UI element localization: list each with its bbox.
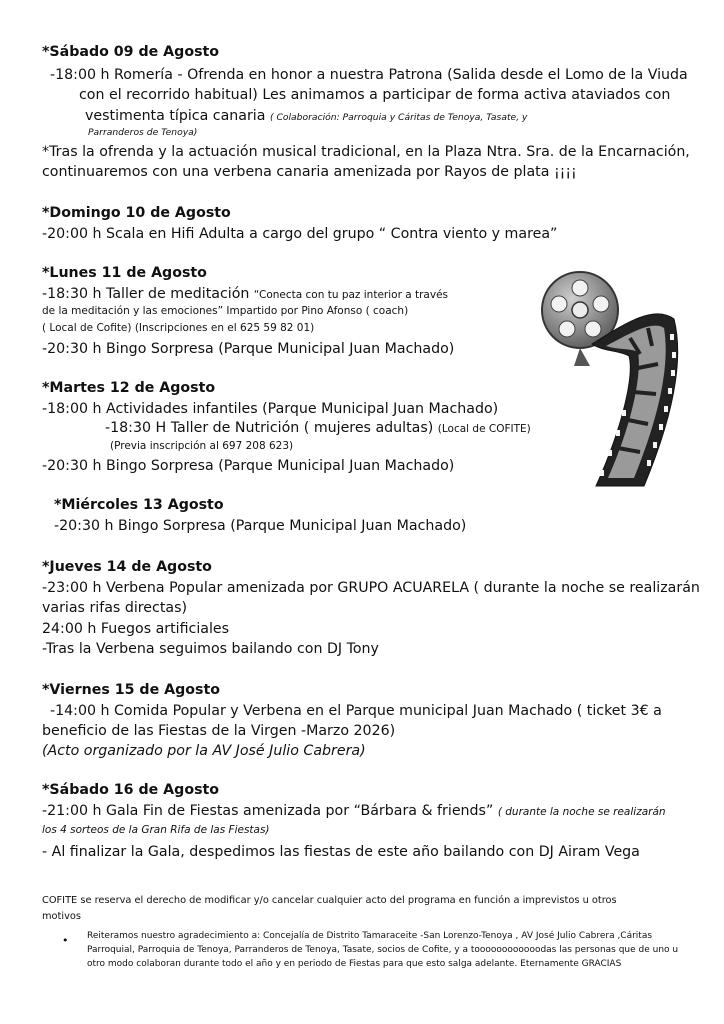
thanks-line: Reiteramos nuestro agradecimiento a: Concejalía de Distrito Tamaraceite -San Lorenzo-Tenoya , AV José Julio Cabrera ,Cáritas bbox=[87, 931, 653, 941]
day-title-sabado-16: *Sábado 16 de Agosto bbox=[42, 782, 220, 798]
event-detail: de la meditación y las emociones” Impartido por Pino Afonso ( coach) bbox=[42, 305, 409, 317]
event-detail: los 4 sorteos de la Gran Rifa de las Fiestas) bbox=[42, 824, 270, 836]
event-line: -Tras la Verbena seguimos bailando con DJ Tony bbox=[42, 641, 379, 657]
event-detail: ( Local de Cofite) (Inscripciones en el 625 59 82 01) bbox=[42, 322, 315, 334]
event-line: -18:00 h Romería - Ofrenda en honor a nuestra Patrona (Salida desde el Lomo de la Viuda bbox=[50, 67, 688, 83]
event-line: -20:30 h Bingo Sorpresa (Parque Municipal Juan Machado) bbox=[54, 518, 467, 534]
day-title-martes-12: *Martes 12 de Agosto bbox=[42, 380, 216, 396]
event-line: 24:00 h Fuegos artificiales bbox=[42, 621, 230, 637]
event-line: con el recorrido habitual) Les animamos a participar de forma activa ataviados con bbox=[79, 87, 671, 103]
event-line: continuaremos con una verbena canaria amenizada por Rayos de plata ¡¡¡¡ bbox=[42, 164, 577, 180]
thanks-line: Parroquial, Parroquia de Tenoya, Parranderos de Tenoya, Tasate, socios de Cofite, y a toooooooooooodas las personas que de uno u bbox=[87, 945, 679, 955]
collaboration-note: Parranderos de Tenoya) bbox=[88, 127, 198, 138]
event-line: -20:30 h Bingo Sorpresa (Parque Municipal Juan Machado) bbox=[42, 458, 455, 474]
event-line: *Tras la ofrenda y la actuación musical tradicional, en la Plaza Ntra. Sra. de la Encarnación, bbox=[42, 144, 690, 160]
event-line: beneficio de las Fiestas de la Virgen -Marzo 2026) bbox=[42, 723, 396, 739]
event-line: -18:30 h Taller de meditación “Conecta con tu paz interior a través bbox=[42, 286, 449, 302]
disclaimer: motivos bbox=[42, 911, 81, 922]
event-line: varias rifas directas) bbox=[42, 600, 188, 616]
day-title-miercoles-13: *Miércoles 13 Agosto bbox=[54, 497, 224, 513]
disclaimer: COFITE se reserva el derecho de modificar y/o cancelar cualquier acto del programa en función a imprevistos u otros bbox=[42, 895, 617, 906]
event-line: -21:00 h Gala Fin de Fiestas amenizada por “Bárbara & friends” ( durante la noche se realizarán bbox=[42, 803, 666, 819]
day-title-sabado-09: *Sábado 09 de Agosto bbox=[42, 44, 220, 60]
event-line: vestimenta típica canaria ( Colaboración: Parroquia y Cáritas de Tenoya, Tasate, y bbox=[85, 108, 528, 124]
day-title-lunes-11: *Lunes 11 de Agosto bbox=[42, 265, 207, 281]
day-title-jueves-14: *Jueves 14 de Agosto bbox=[42, 559, 212, 575]
event-line: -18:00 h Actividades infantiles (Parque Municipal Juan Machado) bbox=[42, 401, 499, 417]
day-title-domingo-10: *Domingo 10 de Agosto bbox=[42, 205, 231, 221]
organizer-note: (Acto organizado por la AV José Julio Cabrera) bbox=[42, 743, 366, 759]
thanks-line: otro modo colaboran durante todo el año y en periodo de Fiestas para que esto salga adelante. Eternamente GRACIAS bbox=[87, 959, 622, 969]
event-line: -20:00 h Scala en Hifi Adulta a cargo del grupo “ Contra viento y marea” bbox=[42, 226, 558, 242]
event-line: -23:00 h Verbena Popular amenizada por GRUPO ACUARELA ( durante la noche se realizarán bbox=[42, 580, 700, 596]
event-detail: (Previa inscripción al 697 208 623) bbox=[110, 440, 294, 452]
event-line: -14:00 h Comida Popular y Verbena en el Parque municipal Juan Machado ( ticket 3€ a bbox=[50, 703, 662, 719]
event-line: -18:30 H Taller de Nutrición ( mujeres adultas) (Local de COFITE) bbox=[105, 420, 531, 436]
bullet-icon: • bbox=[62, 934, 69, 947]
collaboration-note: ( Colaboración: Parroquia y Cáritas de Tenoya, Tasate, y bbox=[269, 112, 528, 123]
event-line: - Al finalizar la Gala, despedimos las fiestas de este año bailando con DJ Airam Vega bbox=[42, 844, 640, 860]
event-line: -20:30 h Bingo Sorpresa (Parque Municipal Juan Machado) bbox=[42, 341, 455, 357]
film-reel-icon bbox=[534, 264, 686, 492]
day-title-viernes-15: *Viernes 15 de Agosto bbox=[42, 682, 220, 698]
